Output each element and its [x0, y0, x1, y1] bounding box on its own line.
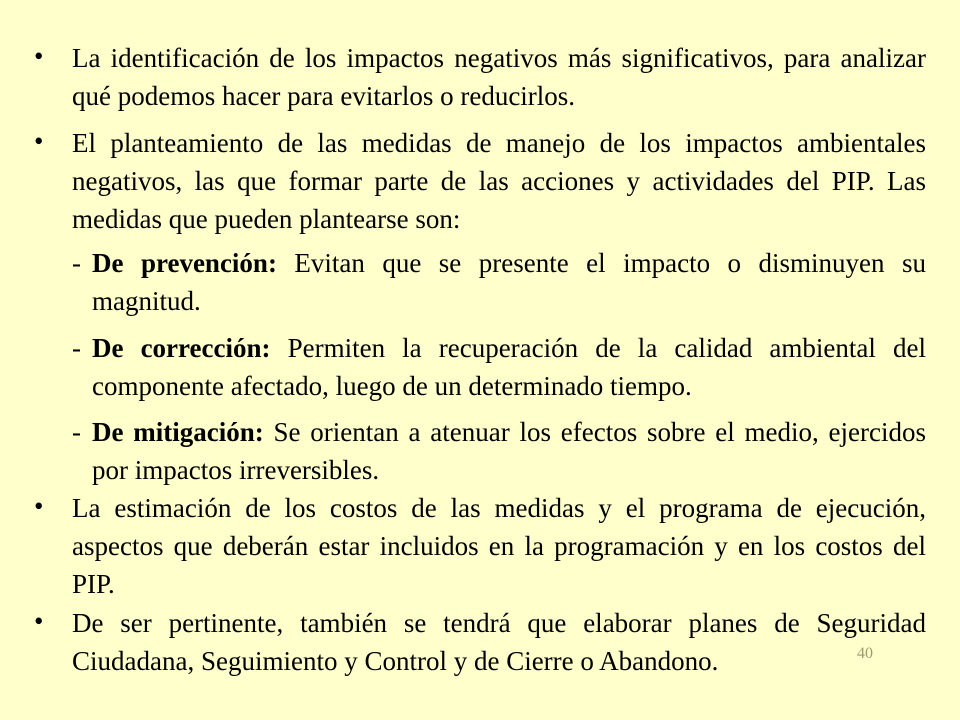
bullet-icon: • [34, 126, 44, 156]
measure-text [92, 244, 926, 320]
measure-description: Permiten la recuperación de la calidad ambiental del componente afectado, luego de un determinado tiempo. [92, 333, 926, 401]
bullet-item [34, 124, 926, 238]
dash-marker: - [72, 333, 81, 363]
measure-item-correction [72, 329, 926, 405]
measure-term: De mitigación: [92, 417, 264, 447]
bullet-text: La identificación de los impactos negativos más significativos, para analizar qué podemos hacer para evitarlos o reducirlos. [72, 43, 926, 111]
bullet-text: La estimación de los costos de las medidas y el programa de ejecución, aspectos que deberán estar incluidos en la programación y en los costos del PIP. [72, 493, 926, 599]
bullet-icon: • [34, 606, 44, 636]
measure-item-mitigation [72, 413, 926, 489]
measure-term: De corrección: [92, 333, 271, 363]
measure-term: De prevención: [92, 248, 277, 278]
measure-text [92, 413, 926, 489]
bullet-item [34, 489, 926, 603]
bullet-icon: • [34, 41, 44, 71]
page-number: 40 [857, 645, 873, 662]
measure-description: Evitan que se presente el impacto o disminuyen su magnitud. [92, 248, 926, 316]
measure-item-prevention [72, 244, 926, 320]
measure-text [92, 329, 926, 405]
bullet-text: De ser pertinente, también se tendrá que elaborar planes de Seguridad Ciudadana, Seguimiento y Control y de Cierre o Abandono. [72, 608, 926, 676]
bullet-item [34, 39, 926, 115]
bullet-item [34, 604, 926, 680]
dash-marker: - [72, 248, 81, 278]
dash-marker: - [72, 417, 81, 447]
bullet-icon: • [34, 491, 44, 521]
measure-description: Se orientan a atenuar los efectos sobre el medio, ejercidos por impactos irreversibles. [92, 417, 926, 485]
bullet-text: El planteamiento de las medidas de manejo de los impactos ambientales negativos, las que formar parte de las acciones y actividades del PIP. Las medidas que pueden plantearse son: [72, 128, 926, 234]
